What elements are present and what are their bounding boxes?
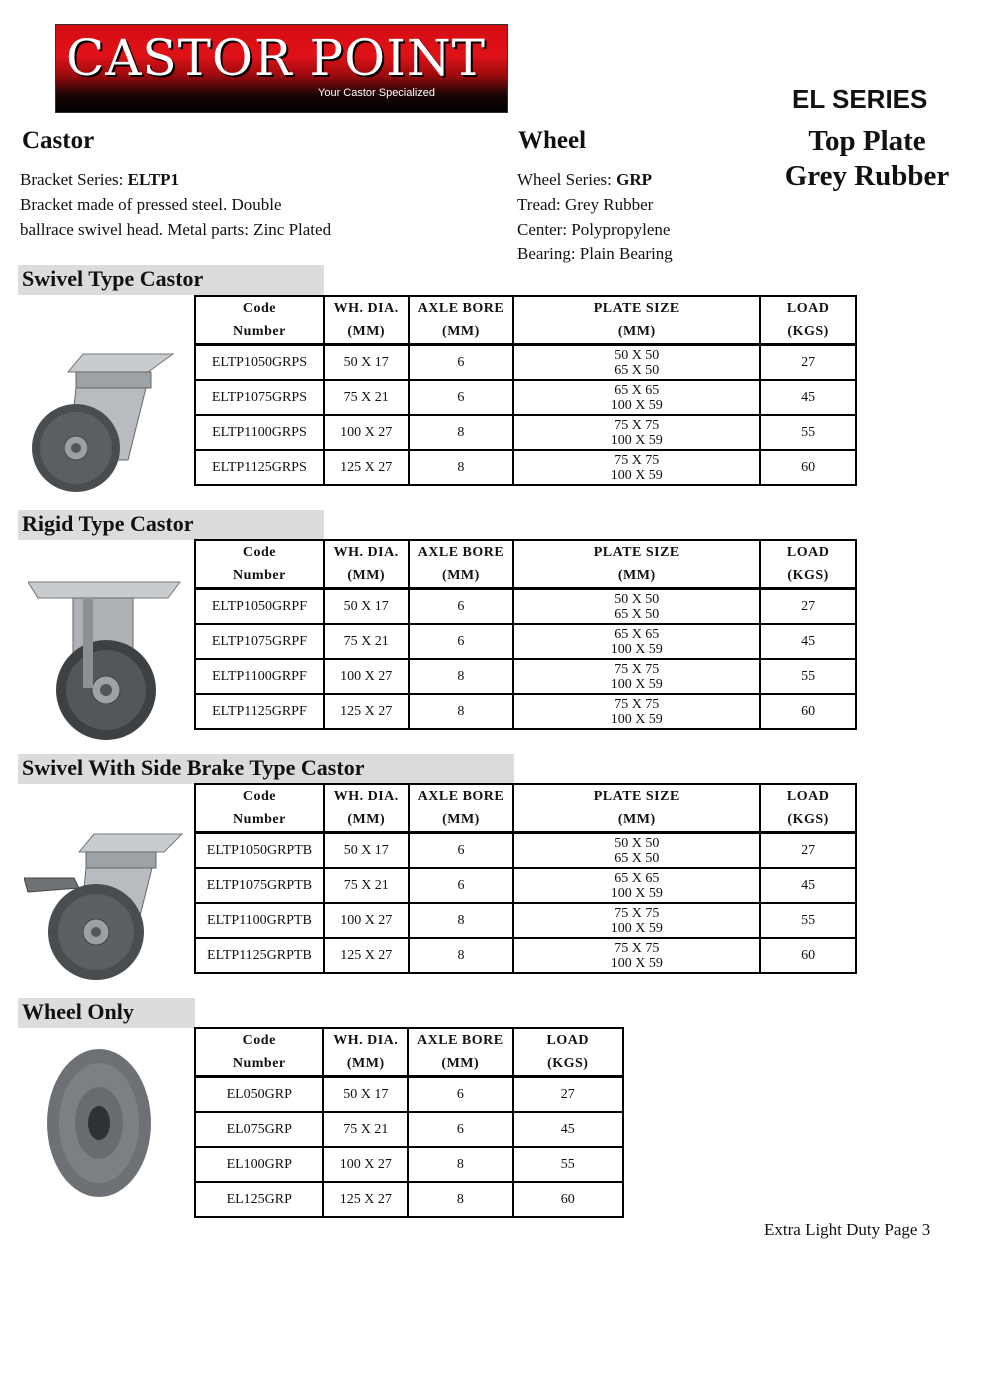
header-dia-line-1: WH. DIA. <box>333 789 399 804</box>
header-dia <box>324 296 409 345</box>
plate-size-line-1: 75 X 75 <box>614 696 660 712</box>
header-plate-line-2: (MM) <box>617 324 656 339</box>
cell-load: 27 <box>513 1077 623 1113</box>
cell-axle: 6 <box>409 868 514 903</box>
table-row <box>195 833 856 869</box>
cell-load: 45 <box>760 868 856 903</box>
wheel-series-value: GRP <box>616 170 653 189</box>
product-title-line-1: Top Plate <box>808 125 926 157</box>
plate-size-line-1: 65 X 65 <box>614 870 660 886</box>
cell-code: ELTP1050GRPF <box>195 589 324 625</box>
cell-dia: 50 X 17 <box>324 589 409 625</box>
cell-code: ELTP1050GRPTB <box>195 833 324 869</box>
plate-size-line-2: 100 X 59 <box>610 641 663 657</box>
plate-size-line-2: 100 X 59 <box>610 955 663 971</box>
cell-axle: 6 <box>408 1077 512 1113</box>
cell-dia: 100 X 27 <box>324 659 409 694</box>
wheel-tread: Tread: Grey Rubber <box>517 195 654 214</box>
swivel-castor-image <box>28 350 178 500</box>
header-code-line-1: Code <box>242 301 276 316</box>
table-header-row <box>195 296 856 345</box>
cell-axle: 6 <box>409 833 514 869</box>
cell-plate-size <box>513 694 760 729</box>
section-bar-wheel-only <box>18 998 195 1028</box>
cell-plate-size <box>513 903 760 938</box>
header-dia-line-2: (MM) <box>346 1056 385 1071</box>
cell-axle: 8 <box>409 415 514 450</box>
header-load-line-2: (KGS) <box>787 812 829 827</box>
plate-size-line-1: 65 X 65 <box>614 382 660 398</box>
logo-tagline: Your Castor Specialized <box>318 87 435 99</box>
cell-axle: 6 <box>409 589 514 625</box>
wheel-bearing: Bearing: Plain Bearing <box>517 244 673 263</box>
table-row <box>195 380 856 415</box>
header-axle <box>409 540 514 589</box>
cell-dia: 125 X 27 <box>324 938 409 973</box>
table-row <box>195 1147 623 1182</box>
product-title-line-2: Grey Rubber <box>784 160 950 192</box>
header-dia-line-2: (MM) <box>347 812 386 827</box>
header-axle <box>408 1028 512 1077</box>
wheel-series <box>517 170 652 190</box>
header-plate-line-1: PLATE SIZE <box>593 301 680 316</box>
plate-size-line-2: 100 X 59 <box>610 467 663 483</box>
cell-dia: 100 X 27 <box>324 903 409 938</box>
logo-name: CASTOR POINT <box>66 29 486 87</box>
header-plate-line-2: (MM) <box>617 812 656 827</box>
cell-code: ELTP1100GRPS <box>195 415 324 450</box>
plate-size-line-1: 50 X 50 <box>614 347 660 363</box>
cell-plate-size <box>513 589 760 625</box>
cell-code: ELTP1125GRPTB <box>195 938 324 973</box>
header-dia-line-1: WH. DIA. <box>333 301 399 316</box>
table-row <box>195 1182 623 1217</box>
header-code-line-2: Number <box>233 324 286 339</box>
cell-code: EL125GRP <box>195 1182 323 1217</box>
bracket-description-1: Bracket made of pressed steel. Double <box>20 195 282 214</box>
section-title-swivel: Swivel Type Castor <box>22 266 204 291</box>
cell-code: EL050GRP <box>195 1077 323 1113</box>
plate-size-line-1: 75 X 75 <box>614 417 660 433</box>
spec-table-swivel <box>194 295 857 486</box>
table-header-row <box>195 784 856 833</box>
cell-load: 60 <box>760 938 856 973</box>
plate-size-line-1: 75 X 75 <box>614 452 660 468</box>
cell-axle: 8 <box>409 903 514 938</box>
header-axle <box>409 296 514 345</box>
header-load <box>760 296 856 345</box>
section-title-wheel-only: Wheel Only <box>22 999 134 1024</box>
cell-code: ELTP1075GRPTB <box>195 868 324 903</box>
header-load-line-2: (KGS) <box>547 1056 589 1071</box>
cell-plate-size <box>513 938 760 973</box>
header-code-line-2: Number <box>232 1056 286 1071</box>
plate-size-line-2: 100 X 59 <box>610 711 663 727</box>
header-plate-line-1: PLATE SIZE <box>593 545 680 560</box>
cell-plate-size <box>513 868 760 903</box>
plate-size-line-2: 100 X 59 <box>610 920 663 936</box>
cell-code: ELTP1050GRPS <box>195 345 324 381</box>
wheel-series-label: Wheel Series: <box>517 170 617 189</box>
bracket-series-value: ELTP1 <box>127 170 179 189</box>
header-dia-line-1: WH. DIA. <box>333 545 399 560</box>
table-row <box>195 1077 623 1113</box>
spec-table-rigid <box>194 539 857 730</box>
cell-load: 45 <box>760 380 856 415</box>
header-axle-line-1: AXLE BORE <box>417 1033 504 1048</box>
section-bar-brake <box>18 754 514 784</box>
cell-load: 60 <box>760 450 856 485</box>
header-dia-line-2: (MM) <box>347 568 386 583</box>
table-row <box>195 938 856 973</box>
cell-code: ELTP1075GRPS <box>195 380 324 415</box>
cell-load: 27 <box>760 345 856 381</box>
cell-load: 55 <box>760 659 856 694</box>
cell-axle: 8 <box>409 659 514 694</box>
header-load <box>760 784 856 833</box>
header-axle-line-2: (MM) <box>442 568 480 583</box>
header-load-line-1: LOAD <box>546 1033 589 1048</box>
product-title <box>782 124 952 194</box>
bracket-description-2: ballrace swivel head. Metal parts: Zinc Plated <box>20 220 332 239</box>
header-plate-line-1: PLATE SIZE <box>593 789 680 804</box>
table-row <box>195 345 856 381</box>
table-row <box>195 694 856 729</box>
cell-plate-size <box>513 415 760 450</box>
header-load <box>513 1028 623 1077</box>
cell-load: 27 <box>760 833 856 869</box>
table-row <box>195 868 856 903</box>
header-dia-line-2: (MM) <box>347 324 386 339</box>
cell-load: 45 <box>760 624 856 659</box>
header-dia-line-1: WH. DIA. <box>333 1033 399 1048</box>
cell-dia: 75 X 21 <box>324 624 409 659</box>
cell-code: ELTP1125GRPS <box>195 450 324 485</box>
plate-size-line-2: 100 X 59 <box>610 676 663 692</box>
series-label: EL SERIES <box>792 84 928 114</box>
cell-load: 45 <box>513 1112 623 1147</box>
header-plate <box>513 540 760 589</box>
brake-castor-image <box>24 830 184 985</box>
header-plate <box>513 296 760 345</box>
rigid-castor-image <box>28 578 183 743</box>
plate-size-line-2: 100 X 59 <box>610 397 663 413</box>
section-title-rigid: Rigid Type Castor <box>22 511 194 536</box>
cell-axle: 6 <box>409 624 514 659</box>
cell-dia: 100 X 27 <box>323 1147 408 1182</box>
plate-size-line-1: 65 X 65 <box>614 626 660 642</box>
cell-code: ELTP1075GRPF <box>195 624 324 659</box>
bracket-series <box>20 170 179 190</box>
cell-dia: 75 X 21 <box>324 380 409 415</box>
table-header-row <box>195 540 856 589</box>
header-axle <box>409 784 514 833</box>
header-code-line-2: Number <box>233 568 286 583</box>
cell-axle: 6 <box>409 345 514 381</box>
cell-dia: 50 X 17 <box>324 833 409 869</box>
header-code-line-1: Code <box>242 789 276 804</box>
header-axle-line-1: AXLE BORE <box>417 301 505 316</box>
wheel-heading: Wheel <box>518 127 587 154</box>
cell-axle: 6 <box>409 380 514 415</box>
header-code <box>195 1028 323 1077</box>
table-row <box>195 659 856 694</box>
plate-size-line-2: 100 X 59 <box>610 885 663 901</box>
page-footer: Extra Light Duty Page 3 <box>764 1220 931 1239</box>
plate-size-line-2: 65 X 50 <box>614 362 660 378</box>
cell-dia: 125 X 27 <box>324 694 409 729</box>
header-dia <box>323 1028 408 1077</box>
cell-load: 55 <box>513 1147 623 1182</box>
header-code-line-2: Number <box>233 812 286 827</box>
cell-dia: 100 X 27 <box>324 415 409 450</box>
castor-point-logo <box>55 24 508 113</box>
table-row <box>195 450 856 485</box>
cell-code: EL075GRP <box>195 1112 323 1147</box>
cell-code: ELTP1100GRPTB <box>195 903 324 938</box>
plate-size-line-1: 75 X 75 <box>614 940 660 956</box>
cell-plate-size <box>513 380 760 415</box>
plate-size-line-1: 75 X 75 <box>614 661 660 677</box>
cell-load: 60 <box>513 1182 623 1217</box>
plate-size-line-1: 75 X 75 <box>614 905 660 921</box>
header-load <box>760 540 856 589</box>
wheel-center: Center: Polypropylene <box>517 220 671 239</box>
cell-dia: 50 X 17 <box>323 1077 408 1113</box>
cell-plate-size <box>513 833 760 869</box>
header-axle-line-2: (MM) <box>441 1056 480 1071</box>
header-dia <box>324 784 409 833</box>
cell-code: ELTP1100GRPF <box>195 659 324 694</box>
plate-size-line-2: 65 X 50 <box>614 850 660 866</box>
plate-size-line-1: 50 X 50 <box>614 591 660 607</box>
section-title-brake: Swivel With Side Brake Type Castor <box>22 755 365 780</box>
cell-plate-size <box>513 345 760 381</box>
header-axle-line-1: AXLE BORE <box>417 545 505 560</box>
bracket-series-label: Bracket Series: <box>20 170 128 189</box>
section-bar-rigid <box>18 510 324 540</box>
cell-load: 27 <box>760 589 856 625</box>
header-code-line-1: Code <box>242 545 276 560</box>
table-row <box>195 624 856 659</box>
cell-load: 60 <box>760 694 856 729</box>
header-dia <box>324 540 409 589</box>
cell-code: ELTP1125GRPF <box>195 694 324 729</box>
cell-load: 55 <box>760 903 856 938</box>
cell-axle: 8 <box>408 1147 512 1182</box>
cell-plate-size <box>513 659 760 694</box>
header-code <box>195 784 324 833</box>
cell-code: EL100GRP <box>195 1147 323 1182</box>
header-code <box>195 540 324 589</box>
cell-dia: 125 X 27 <box>324 450 409 485</box>
header-load-line-1: LOAD <box>786 789 830 804</box>
header-load-line-1: LOAD <box>786 545 830 560</box>
header-load-line-2: (KGS) <box>787 568 829 583</box>
cell-dia: 75 X 21 <box>323 1112 408 1147</box>
header-load-line-2: (KGS) <box>787 324 829 339</box>
table-row <box>195 589 856 625</box>
cell-axle: 8 <box>409 694 514 729</box>
cell-dia: 125 X 27 <box>323 1182 408 1217</box>
header-plate <box>513 784 760 833</box>
header-code-line-1: Code <box>242 1033 276 1048</box>
cell-axle: 8 <box>409 450 514 485</box>
header-axle-line-1: AXLE BORE <box>417 789 505 804</box>
header-plate-line-2: (MM) <box>617 568 656 583</box>
cell-load: 55 <box>760 415 856 450</box>
spec-table-brake <box>194 783 857 974</box>
castor-heading: Castor <box>22 127 95 154</box>
cell-axle: 6 <box>408 1112 512 1147</box>
table-row <box>195 415 856 450</box>
cell-plate-size <box>513 624 760 659</box>
cell-plate-size <box>513 450 760 485</box>
cell-axle: 8 <box>408 1182 512 1217</box>
cell-dia: 50 X 17 <box>324 345 409 381</box>
plate-size-line-2: 100 X 59 <box>610 432 663 448</box>
section-bar-swivel <box>18 265 324 295</box>
header-load-line-1: LOAD <box>786 301 830 316</box>
table-row <box>195 903 856 938</box>
cell-dia: 75 X 21 <box>324 868 409 903</box>
spec-table-wheel-only <box>194 1027 624 1218</box>
table-row <box>195 1112 623 1147</box>
header-axle-line-2: (MM) <box>442 812 480 827</box>
plate-size-line-1: 50 X 50 <box>614 835 660 851</box>
wheel-only-image <box>46 1047 152 1199</box>
plate-size-line-2: 65 X 50 <box>614 606 660 622</box>
header-axle-line-2: (MM) <box>442 324 480 339</box>
table-header-row <box>195 1028 623 1077</box>
cell-axle: 8 <box>409 938 514 973</box>
header-code <box>195 296 324 345</box>
